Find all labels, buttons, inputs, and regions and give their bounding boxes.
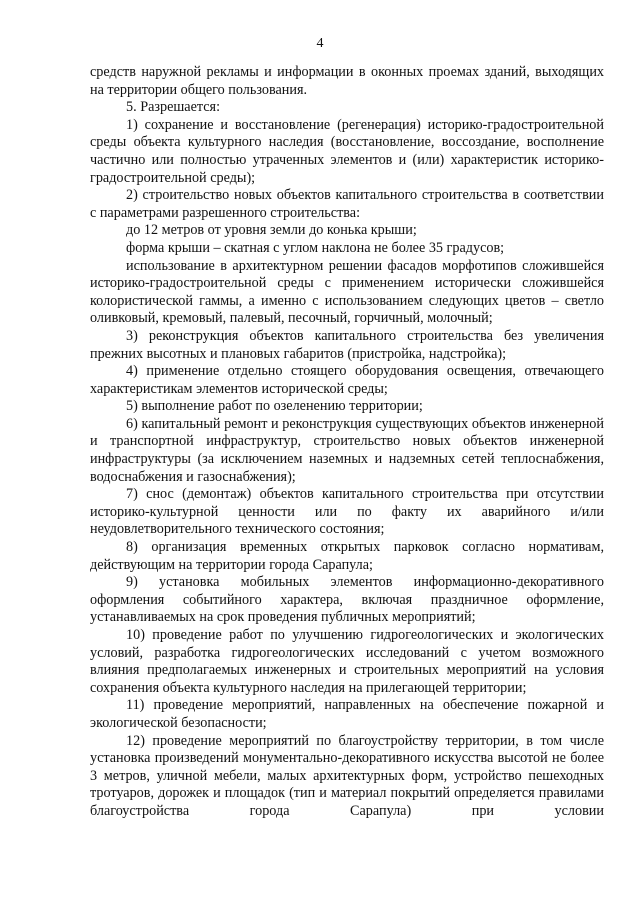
- paragraph-continuation: средств наружной рекламы и информации в оконных проемах зданий, выходящих на территории общего пользования.: [90, 64, 604, 98]
- paragraph-item-2-roof: форма крыши – скатная с углом наклона не более 35 градусов;: [126, 239, 505, 256]
- paragraph-item-2-height: до 12 метров от уровня земли до конька крыши;: [126, 222, 417, 239]
- paragraph-item-2-facades: использование в архитектурном решении фасадов морфотипов сложившейся историко-градостроительной среды с применением исторически сложившейся колористической гаммы, а именно с использованием следующих цветов – светло оливковый, кремовый, палевый, песочный, горчичный, молочный;: [90, 257, 604, 327]
- paragraph-item-11: 11) проведение мероприятий, направленных на обеспечение пожарной и экологической безопасности;: [90, 697, 604, 731]
- paragraph-item-10: 10) проведение работ по улучшению гидрогеологических и экологических условий, разработка гидрогеологических исследований с учетом возможного влияния предполагаемых инженерных и строительных мероприятий на условия сохранения объекта культурного наследия на прилегающей территории;: [90, 627, 604, 696]
- paragraph-item-9: 9) установка мобильных элементов информационно-декоративного оформления событийного характера, включая праздничное оформление, устанавливаемых на срок проведения публичных мероприятий;: [90, 574, 604, 626]
- page-number: 4: [316, 36, 324, 51]
- document-body: [90, 64, 604, 821]
- paragraph-item-2: 2) строительство новых объектов капитального строительства в соответствии с параметрами разрешенного строительства:: [90, 187, 604, 221]
- paragraph-item-8: 8) организация временных открытых парковок согласно нормативам, действующим на территории города Сарапула;: [90, 539, 604, 573]
- paragraph-item-6: 6) капитальный ремонт и реконструкция существующих объектов инженерной и транспортной инфраструктур, строительство новых объектов инженерной инфраструктуры (за исключением наземных и надземных сетей теплоснабжения, водоснабжения и газоснабжения);: [90, 415, 604, 485]
- paragraph-item-1: 1) сохранение и восстановление (регенерация) историко-градостроительной среды объекта культурного наследия (восстановление, воссоздание, восполнение частично или полностью утраченных элементов и (или) характеристик историко-градостроительной среды);: [90, 116, 604, 186]
- paragraph-item-7: 7) снос (демонтаж) объектов капитального строительства при отсутствии историко-культурной ценности или по факту их аварийного и/или неудовлетворительного технического состояния;: [90, 486, 604, 538]
- paragraph-item-3: 3) реконструкция объектов капитального строительства без увеличения прежних высотных и плановых габаритов (пристройка, надстройка);: [90, 327, 604, 362]
- paragraph-item-5: 5) выполнение работ по озеленению территории;: [126, 398, 423, 415]
- paragraph-section-5-heading: 5. Разрешается:: [126, 99, 221, 116]
- paragraph-item-12: 12) проведение мероприятий по благоустройству территории, в том числе установка произведений монументально-декоративного искусства высотой не более 3 метров, уличной мебели, малых архитектурных форм, устройство пешеходных тротуаров, дорожек и площадок (тип и материал покрытий определяется правилами благоустройства города Сарапула) при условии: [90, 732, 604, 819]
- paragraph-item-4: 4) применение отдельно стоящего оборудования освещения, отвечающего характеристикам элементов исторической среды;: [90, 363, 604, 397]
